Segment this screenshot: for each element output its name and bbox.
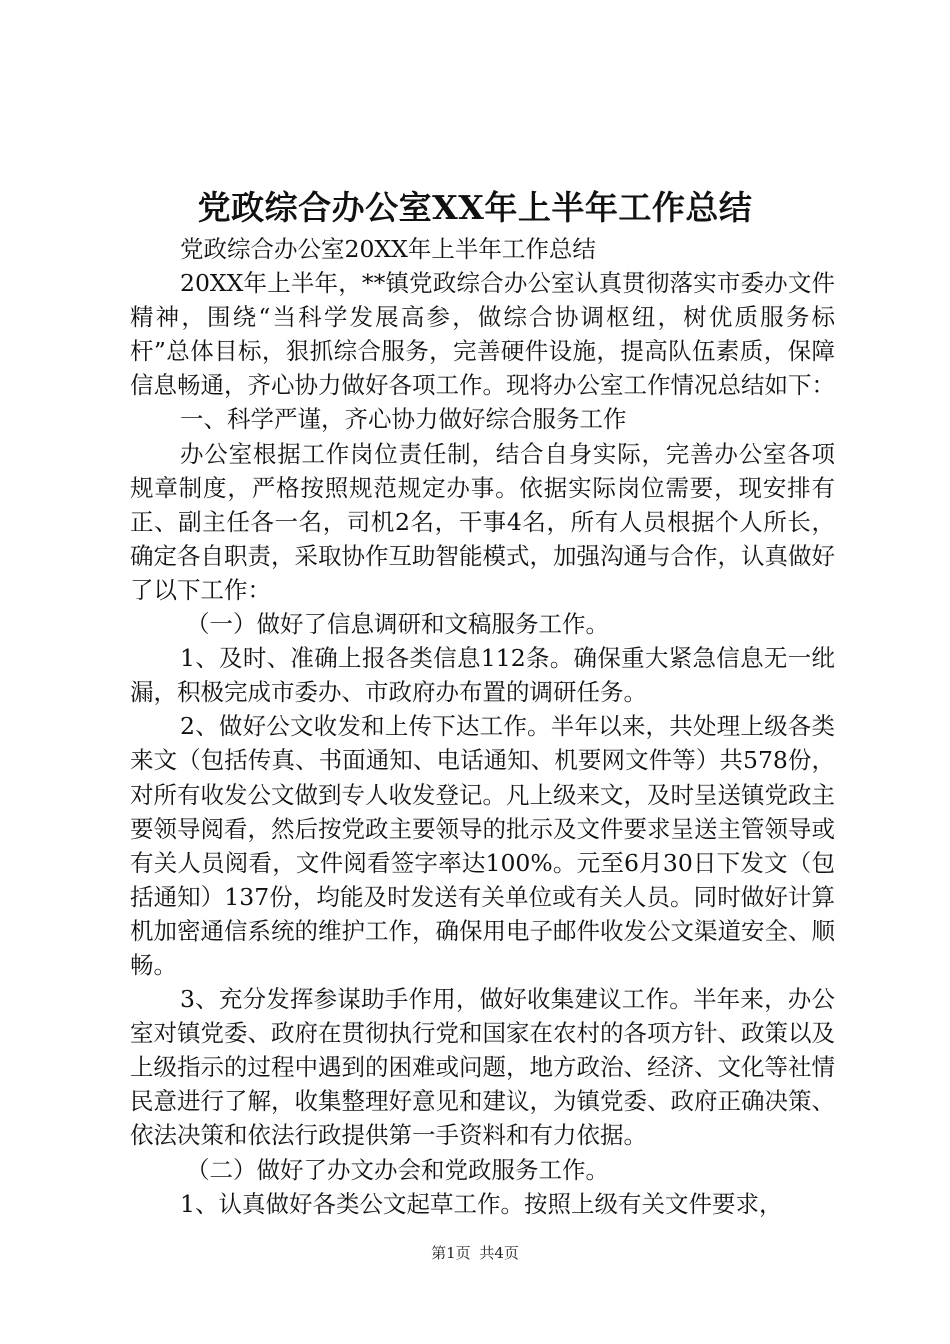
document-title: 党政综合办公室XX年上半年工作总结 <box>197 188 753 227</box>
page-total: 共4页 <box>479 1244 519 1262</box>
body-paragraph: 1、认真做好各类公文起草工作。按照上级有关文件要求， <box>180 1189 783 1218</box>
subsection-heading: （一）做好了信息调研和文稿服务工作。 <box>186 610 609 639</box>
body-paragraph: 3、充分发挥参谋助手作用，做好收集建议工作。半年来，办公室对镇党委、政府在贯彻执行党和国家在农村的各项方针、政策以及上级指示的过程中遇到的困难或问题，地方政治、经济、文化等社情民意进行了解，收集整理好意见和建议，为镇党委、政府正确决策、依法决策和依法行政提供第一手资料和有力依据。 <box>130 985 835 1150</box>
body-paragraph: 2、做好公文收发和上传下达工作。半年以来，共处理上级各类来文（包括传真、书面通知、电话通知、机要网文件等）共578份，对所有收发公文做到专人收发登记。凡上级来文，及时呈送镇党政主要领导阅看，然后按党政主要领导的批示及文件要求呈送主管领导或有关人员阅看，文件阅看签字率达100%。元至6月30日下发文（包括通知）137份，均能及时发送有关单位或有关人员。同时做好计算机加密通信系统的维护工作，确保用电子邮件收发公文渠道安全、顺畅。 <box>130 712 835 979</box>
document-body <box>130 232 835 1221</box>
body-paragraph: 办公室根据工作岗位责任制，结合自身实际，完善办公室各项规章制度，严格按照规范规定办事。依据实际岗位需要，现安排有正、副主任各一名，司机2名，干事4名，所有人员根据个人所长，确定各自职责，采取协作互助智能模式，加强沟通与合作，认真做好了以下工作： <box>130 439 835 604</box>
page-footer <box>0 1243 950 1263</box>
body-paragraph: 20XX年上半年，**镇党政综合办公室认真贯彻落实市委办文件精神，围绕“当科学发展高参，做综合协调枢纽，树优质服务标杆”总体目标，狠抓综合服务，完善硬件设施，提高队伍素质，保障信息畅通，齐心协力做好各项工作。现将办公室工作情况总结如下： <box>130 269 835 400</box>
body-paragraph: 党政综合办公室20XX年上半年工作总结 <box>180 235 596 263</box>
body-paragraph: 1、及时、准确上报各类信息112条。确保重大紧急信息无一纰漏，积极完成市委办、市政府办布置的调研任务。 <box>130 644 835 707</box>
subsection-heading: （二）做好了办文办会和党政服务工作。 <box>186 1155 609 1184</box>
section-heading: 一、科学严谨，齐心协力做好综合服务工作 <box>180 405 627 434</box>
page-number: 第1页 <box>431 1244 471 1262</box>
